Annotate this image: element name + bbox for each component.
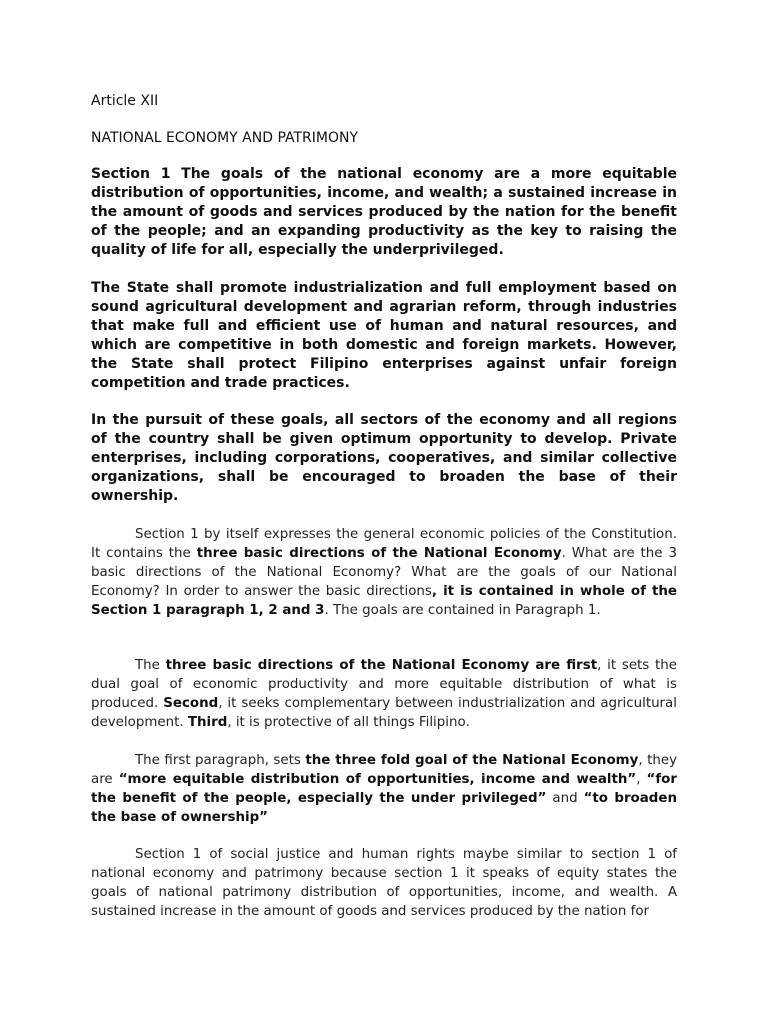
section1-paragraph-1: Section 1 The goals of the national economy are a more equitable distribution of opportunities, income, and wealth; a sustained increase in the amount of goods and services produced by the nation for the benefit of the people; and an expanding productivity as the key to raising the quality of life for all, especially the underprivileged. [91,166,677,258]
bold-run: the three fold goal of the National Economy [305,753,639,768]
text-run: , it seeks complementary between industrialization and agricultural development. [91,696,677,730]
text-run: , [636,772,647,787]
commentary-paragraph-1 [91,525,677,620]
commentary-paragraph-3 [91,751,677,827]
article-heading: NATIONAL ECONOMY AND PATRIMONY [91,130,359,146]
commentary-paragraph-2 [91,656,677,732]
section1-paragraph-2: The State shall promote industrialization and full employment based on sound agricultural development and agrarian reform, through industries that make full and efficient use of human and natural resources, and which are competitive in both domestic and foreign markets. However, the State shall protect Filipino enterprises against unfair foreign competition and trade practices. [91,280,677,391]
text-run: , they are [91,753,677,787]
text-run: . What are the 3 basic directions of the National Economy? What are the goals of our National Economy? In order to answer the basic directions [91,546,677,599]
bold-run: “more equitable distribution of opportunities, income and wealth” [118,772,637,787]
text-run: Section 1 of social justice and human rights maybe similar to section 1 of national economy and patrimony because section 1 it speaks of equity states the goals of national patrimony distribution of opportunities, income, and wealth. A sustained increase in the amount of goods and services produced by the nation for [91,847,677,919]
text-run: , it is protective of all things Filipino. [227,715,470,730]
section1-paragraph-3: In the pursuit of these goals, all sectors of the economy and all regions of the country shall be given optimum opportunity to develop. Private enterprises, including corporations, cooperatives, and similar collective organizations, shall be encouraged to broaden the base of their ownership. [91,412,677,504]
text-run: . The goals are contained in Paragraph 1. [324,603,601,618]
commentary-paragraph-4 [91,845,677,921]
text-run: The first paragraph, sets [135,753,306,768]
text-run: Section 1 by itself expresses the general economic policies of the Constitution. It contains the [91,527,677,561]
bold-run: Third [187,715,228,730]
article-title: Article XII [91,93,159,109]
text-run: , it sets the dual goal of economic productivity and more equitable distribution of what is produced. [91,658,677,711]
bold-run: , it is contained in whole of the Section 1 paragraph 1, 2 and 3 [91,584,677,618]
bold-run: Second [163,696,219,711]
bold-run: three basic directions of the National Economy are first [165,658,598,673]
bold-run: “for the benefit of the people, especially the under privileged” [91,772,677,806]
text-run: and [546,791,584,806]
bold-run: three basic directions of the National Economy [196,546,562,561]
bold-run: “to broaden the base of ownership” [91,791,677,825]
text-run: The [135,658,166,673]
